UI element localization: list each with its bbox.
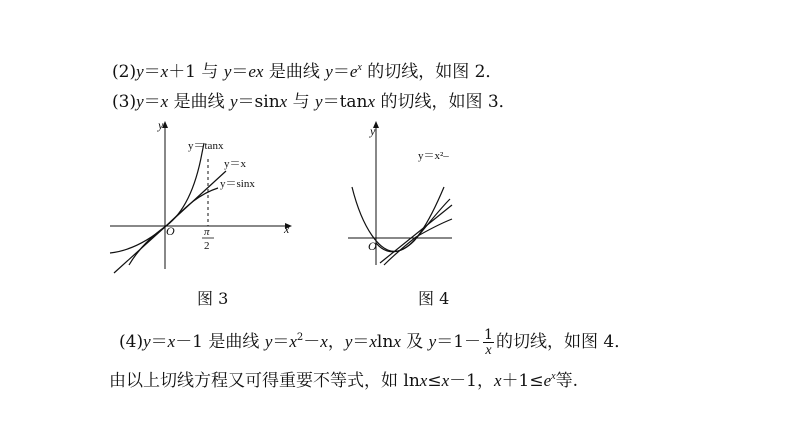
exponent-x: x: [551, 371, 556, 382]
expr-one-minus: ＝1－: [436, 332, 482, 352]
ln-text: ln: [376, 332, 394, 352]
var-x: x: [441, 371, 450, 390]
line-5-suffix: 等.: [555, 371, 578, 391]
figure-4: [340, 115, 480, 275]
line-5-prefix: 由以上切线方程又可得重要不等式，如 ln: [109, 371, 420, 391]
equals-sign: ＝: [231, 62, 249, 82]
line-5-text: －1，: [449, 371, 494, 391]
expr-tan: ＝tan: [322, 92, 368, 112]
fig3-label-y: y: [158, 118, 164, 132]
exponent-x: x: [357, 62, 362, 73]
minus-sign: －: [303, 332, 321, 352]
var-x: x: [167, 332, 176, 351]
line-2-text: 是曲线: [263, 62, 326, 82]
var-e: e: [543, 371, 552, 390]
figure-3-caption: 图 3: [197, 289, 229, 308]
fig3-label-yx: y＝x: [224, 158, 246, 170]
var-x: x: [160, 62, 169, 81]
fig4-line-tangent: [380, 205, 452, 263]
le-sign: ≤: [427, 371, 442, 391]
var-y: y: [223, 62, 232, 81]
var-y: y: [428, 332, 437, 351]
line-3-text: 是曲线: [168, 92, 230, 112]
var-y: y: [344, 332, 353, 351]
fig3-curve-sin: [110, 188, 218, 253]
line-5-text: ＋1≤: [501, 371, 544, 391]
line-3-prefix: (3): [112, 92, 137, 112]
var-x: x: [493, 371, 502, 390]
var-x: x: [419, 371, 428, 390]
var-x: x: [369, 332, 377, 351]
exponent-2: 2: [296, 332, 304, 343]
line-4-text: －1 是曲线: [175, 332, 265, 352]
equals-sign: ＝: [352, 332, 370, 352]
line-4-text: 及: [400, 332, 429, 352]
equals-sign: ＝: [332, 62, 350, 82]
fraction-numerator: 1: [484, 326, 493, 343]
figure-4-caption: 图 4: [418, 289, 450, 308]
var-y: y: [315, 92, 323, 111]
text-line-5: [109, 370, 578, 392]
fraction-1-over-x: [483, 328, 494, 358]
fig4-curve-parabola: [352, 187, 444, 251]
var-y: y: [136, 62, 144, 81]
comma: ，: [327, 332, 345, 352]
line-4-prefix: (4): [119, 332, 144, 352]
var-e: e: [349, 62, 358, 81]
figure-3: [106, 115, 296, 275]
text-line-4: [119, 325, 631, 359]
fig3-label-sin: y＝sinx: [220, 178, 255, 190]
equals-sign: ＝: [143, 62, 161, 82]
line-3-suffix: 的切线，如图 3．: [375, 92, 516, 112]
fig3-label-origin: O: [166, 224, 175, 238]
fig3-curve-tan: [129, 143, 204, 265]
var-x: x: [289, 332, 297, 351]
fig3-label-two: 2: [204, 240, 210, 252]
equals-sign: ＝: [272, 332, 290, 352]
text-line-2: [112, 61, 502, 83]
text-line-3: [112, 91, 516, 113]
equals-sign: ＝: [143, 92, 161, 112]
var-x: x: [367, 92, 376, 111]
line-2-text: ＋1 与: [168, 62, 224, 82]
line-3-text: 与: [287, 92, 316, 112]
var-x: x: [279, 92, 288, 111]
fig3-label-tan: y＝tanx: [188, 140, 224, 152]
fig3-label-x: x: [284, 222, 290, 236]
fig4-curve-reciprocal: [384, 219, 452, 265]
fig3-label-pi: π: [204, 226, 210, 238]
fig4-label-curve: y＝x²–: [418, 150, 449, 162]
var-y: y: [325, 62, 333, 81]
var-x: x: [160, 92, 169, 111]
line-2-suffix: 的切线，如图 2．: [361, 62, 503, 82]
fig4-label-origin: O: [368, 239, 377, 253]
expr-sin: ＝sin: [237, 92, 280, 112]
var-x: x: [393, 332, 401, 351]
var-x: x: [320, 332, 328, 351]
equals-sign: ＝: [150, 332, 168, 352]
line-2-prefix: (2): [112, 62, 137, 82]
fraction-denominator: x: [485, 342, 492, 358]
var-y: y: [230, 92, 238, 111]
var-y: y: [136, 92, 144, 111]
line-4-suffix: 的切线，如图 4．: [495, 332, 632, 352]
expr-ex: ex: [248, 62, 264, 81]
fig4-label-y: y: [370, 124, 376, 138]
var-y: y: [143, 332, 151, 351]
var-y: y: [264, 332, 273, 351]
